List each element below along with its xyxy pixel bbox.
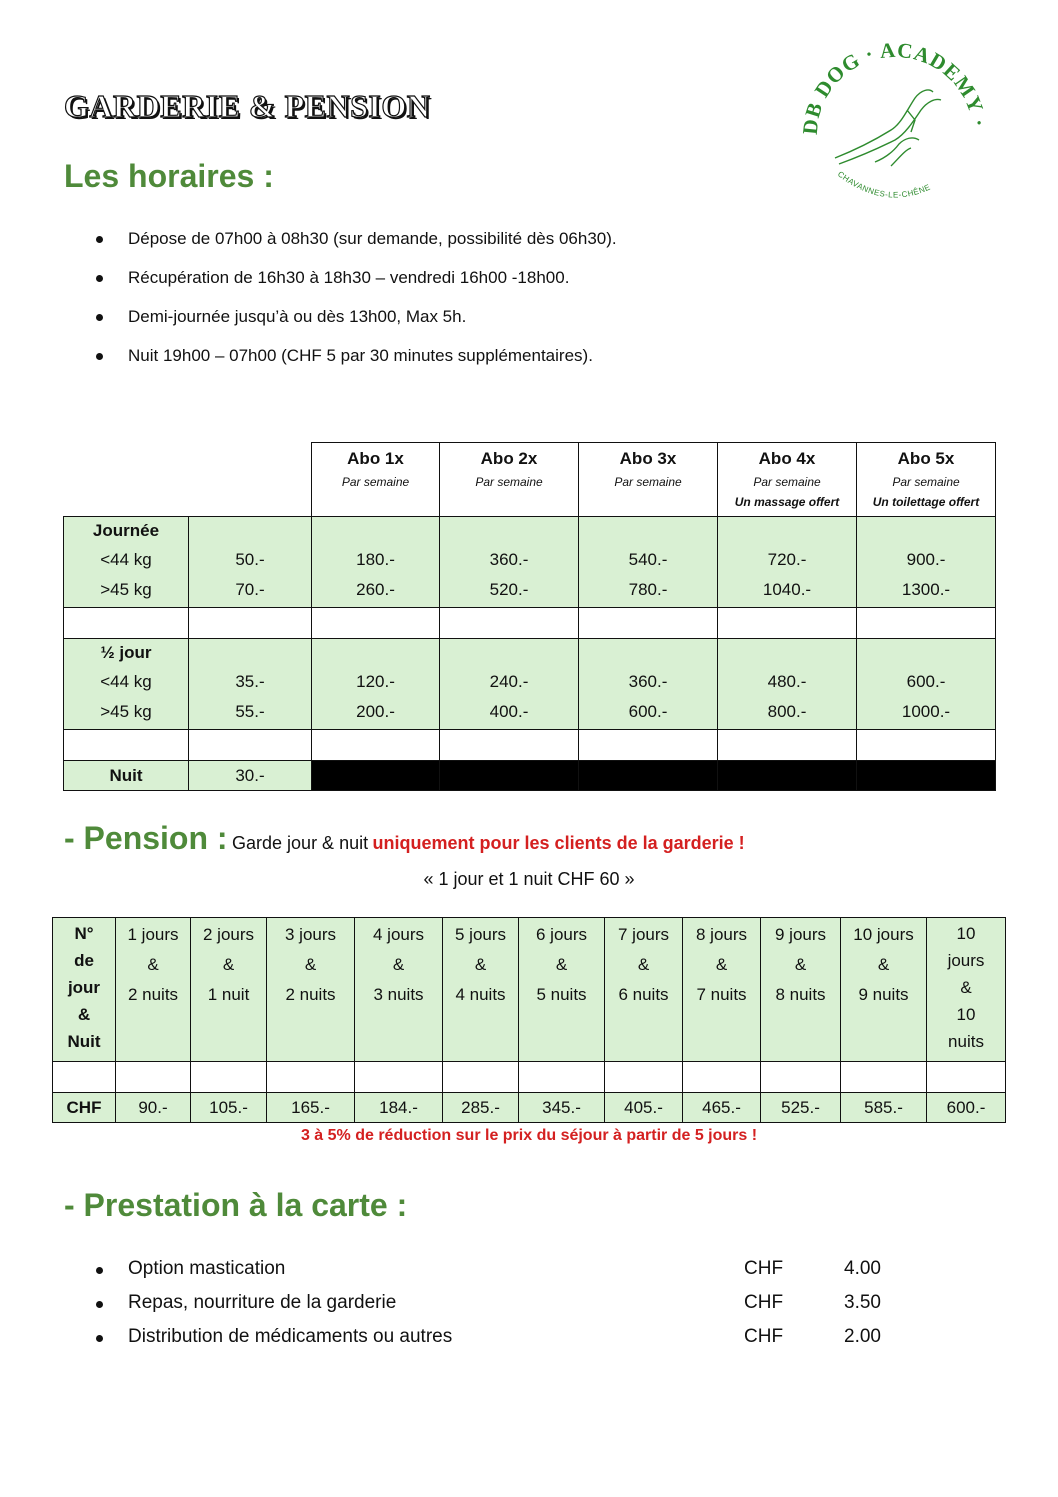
list-item: Repas, nourriture de la garderie CHF 3.50	[94, 1292, 914, 1326]
list-item: Nuit 19h00 – 07h00 (CHF 5 par 30 minutes supplémentaires).	[94, 346, 617, 385]
pension-warning: uniquement pour les clients de la garderie !	[372, 833, 745, 853]
table-row-demi-jour: ½ jour <44 kg >45 kg 35.- 55.- 120.- 200.- 240.- 400.- 360.- 600.- 480.- 800.- 600.- 1000.-	[64, 639, 996, 730]
bullet-icon	[96, 1267, 103, 1274]
abo-2x-header: Abo 2x Par semaine	[440, 443, 579, 517]
svg-text:DB DOG · ACADEMY ·	[798, 40, 992, 136]
bullet-icon	[96, 236, 103, 243]
pension-description: Garde jour & nuit	[232, 833, 369, 853]
pension-heading: - Pension :	[64, 820, 228, 856]
svg-text:CHAVANNES-LE-CHÊNE	[836, 169, 932, 199]
pension-price-row: CHF 90.- 105.- 165.- 184.- 285.- 345.- 405.- 465.- 525.- 585.- 600.-	[53, 1093, 1006, 1123]
logo-bottom-text: CHAVANNES-LE-CHÊNE	[835, 169, 932, 200]
abo-1x-header: Abo 1x Par semaine	[312, 443, 440, 517]
list-item: Distribution de médicaments ou autres CHF 2.00	[94, 1326, 914, 1360]
page-title: GARDERIE & PENSION	[64, 88, 431, 124]
carte-heading: - Prestation à la carte :	[64, 1187, 408, 1223]
list-item: Récupération de 16h30 à 18h30 – vendredi 16h00 -18h00.	[94, 268, 617, 307]
pension-price-table	[52, 917, 1006, 1123]
abo-4x-header: Abo 4x Par semaine Un massage offert	[718, 443, 857, 517]
table-header-row	[64, 443, 996, 517]
carte-list	[94, 1258, 914, 1360]
dog-paw-hand-icon	[835, 90, 941, 166]
abo-5x-header: Abo 5x Par semaine Un toilettage offert	[857, 443, 996, 517]
bullet-icon	[96, 314, 103, 321]
abo-3x-header: Abo 3x Par semaine	[579, 443, 718, 517]
academy-logo	[795, 40, 995, 220]
bullet-icon	[96, 1335, 103, 1342]
table-row-spacer	[64, 730, 996, 761]
garderie-price-table	[63, 442, 996, 791]
list-item: Demi-journée jusqu’à ou dès 13h00, Max 5h.	[94, 307, 617, 346]
list-item: Option mastication CHF 4.00	[94, 1258, 914, 1292]
hours-heading: Les horaires :	[64, 158, 274, 194]
pension-heading-line	[64, 820, 745, 857]
reduction-note: 3 à 5% de réduction sur le prix du séjour à partir de 5 jours !	[300, 1127, 758, 1144]
hours-list	[94, 229, 617, 385]
bullet-icon	[96, 275, 103, 282]
bullet-icon	[96, 353, 103, 360]
pension-first-col: N° de jour & Nuit	[53, 918, 116, 1062]
pension-header-row: N° de jour & Nuit 1 jours & 2 nuits 2 jours & 1 nuit 3 jours & 2 nuits 4 jours & 3 nuits 5 jours & 4 nuits 6 jours & 5 nuits 7 jours & 6 nuits 8 jours & 7 nuits 9 jours & 8 nuits 10 jours & 9 nuits 10 jours & 10 nuits	[53, 918, 1006, 1062]
table-row-journee: Journée <44 kg >45 kg 50.- 70.- 180.- 260.- 360.- 520.- 540.- 780.- 720.- 1040.- 900.- 1300.-	[64, 517, 996, 608]
logo-top-text: DB DOG · ACADEMY ·	[797, 40, 992, 136]
bullet-icon	[96, 1301, 103, 1308]
table-row-spacer	[53, 1062, 1006, 1093]
table-row-nuit: Nuit 30.-	[64, 761, 996, 791]
list-item: Dépose de 07h00 à 08h30 (sur demande, possibilité dès 06h30).	[94, 229, 617, 268]
table-row-spacer	[64, 608, 996, 639]
pension-quote: « 1 jour et 1 nuit CHF 60 »	[423, 869, 635, 889]
